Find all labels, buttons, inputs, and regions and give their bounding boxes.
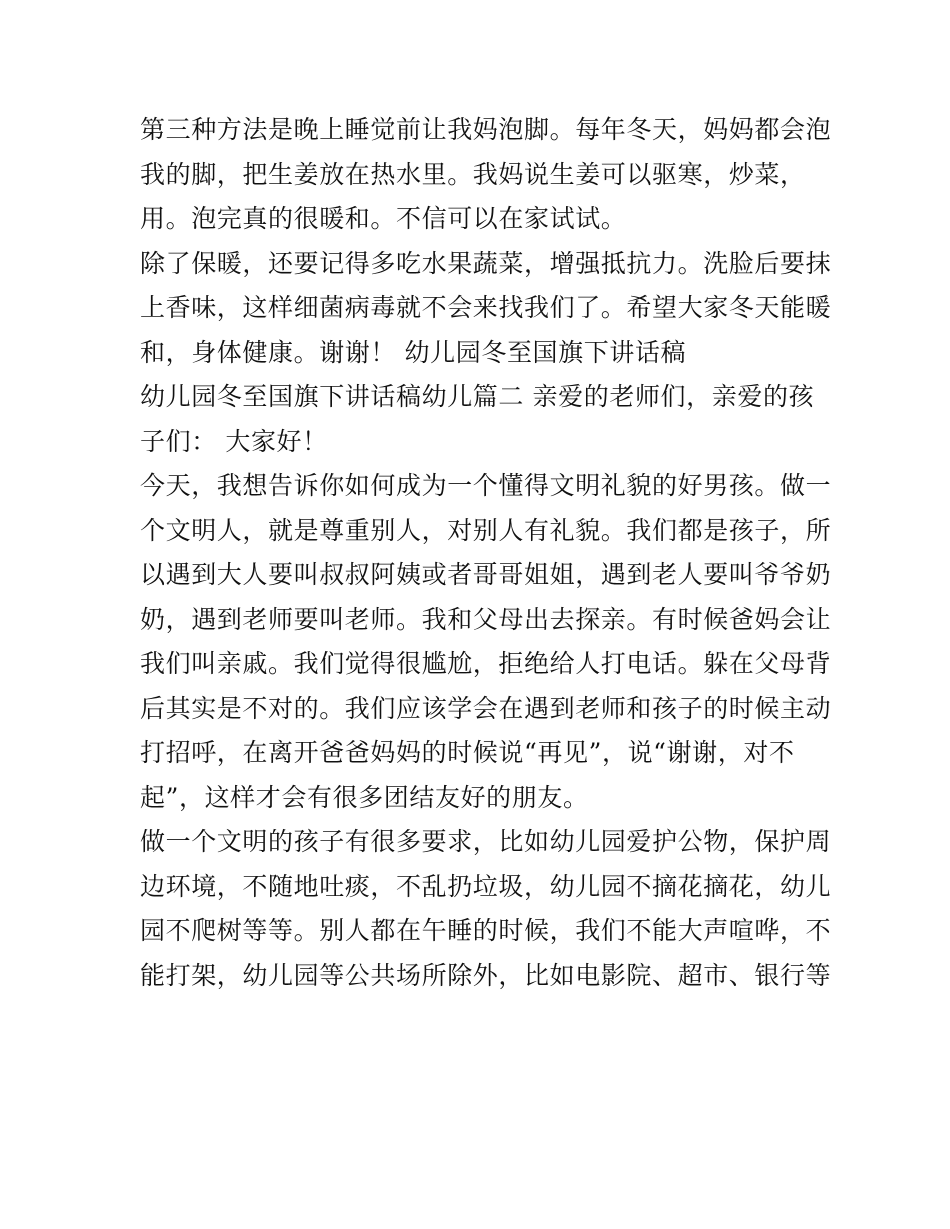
text-line: 我的脚，把生姜放在热水里。我妈说生姜可以驱寒，炒菜，	[140, 159, 806, 189]
text-line: 后其实是不对的。我们应该学会在遇到老师和孩子的时候主动	[140, 693, 832, 723]
text-line: 以遇到大人要叫叔叔阿姨或者哥哥姐姐，遇到老人要叫爷爷奶	[140, 560, 832, 589]
text-line: 今天，我想告诉你如何成为一个懂得文明礼貌的好男孩。做一	[140, 471, 832, 500]
text-line: 上香味，这样细菌病毒就不会来找我们了。希望大家冬天能暖	[140, 293, 832, 322]
text-line: 我们叫亲戚。我们觉得很尴尬，拒绝给人打电话。躲在父母背	[140, 649, 832, 678]
text-line: 除了保暖，还要记得多吃水果蔬菜，增强抵抗力。洗脸后要抹	[140, 248, 832, 278]
text-line: 第三种方法是晚上睡觉前让我妈泡脚。每年冬天，妈妈都会泡	[140, 115, 832, 144]
text-line: 子们： 大家好！	[140, 426, 328, 456]
text-line: 边环境，不随地吐痰，不乱扔垃圾，幼儿园不摘花摘花，幼儿	[140, 871, 832, 901]
text-line: 园不爬树等等。别人都在午睡的时候，我们不能大声喧哗，不	[140, 916, 832, 945]
text-line: 幼儿园冬至国旗下讲话稿幼儿篇二 亲爱的老师们，亲爱的孩	[140, 382, 815, 411]
text-line: 个文明人，就是尊重别人，对别人有礼貌。我们都是孩子，所	[140, 515, 832, 545]
text-line: 起”，这样才会有很多团结友好的朋友。	[140, 782, 589, 812]
text-line: 和，身体健康。谢谢！ 幼儿园冬至国旗下讲话稿	[140, 337, 687, 367]
text-line: 用。泡完真的很暖和。不信可以在家试试。	[140, 204, 627, 233]
text-line: 做一个文明的孩子有很多要求，比如幼儿园爱护公物，保护周	[140, 827, 832, 856]
text-line: 奶，遇到老师要叫老师。我和父母出去探亲。有时候爸妈会让	[140, 604, 832, 634]
text-line: 能打架，幼儿园等公共场所除外，比如电影院、超市、银行等	[140, 960, 832, 990]
body-text	[140, 108, 830, 998]
text-line: 打招呼，在离开爸爸妈妈的时候说“再见”，说“谢谢，对不	[140, 738, 795, 767]
